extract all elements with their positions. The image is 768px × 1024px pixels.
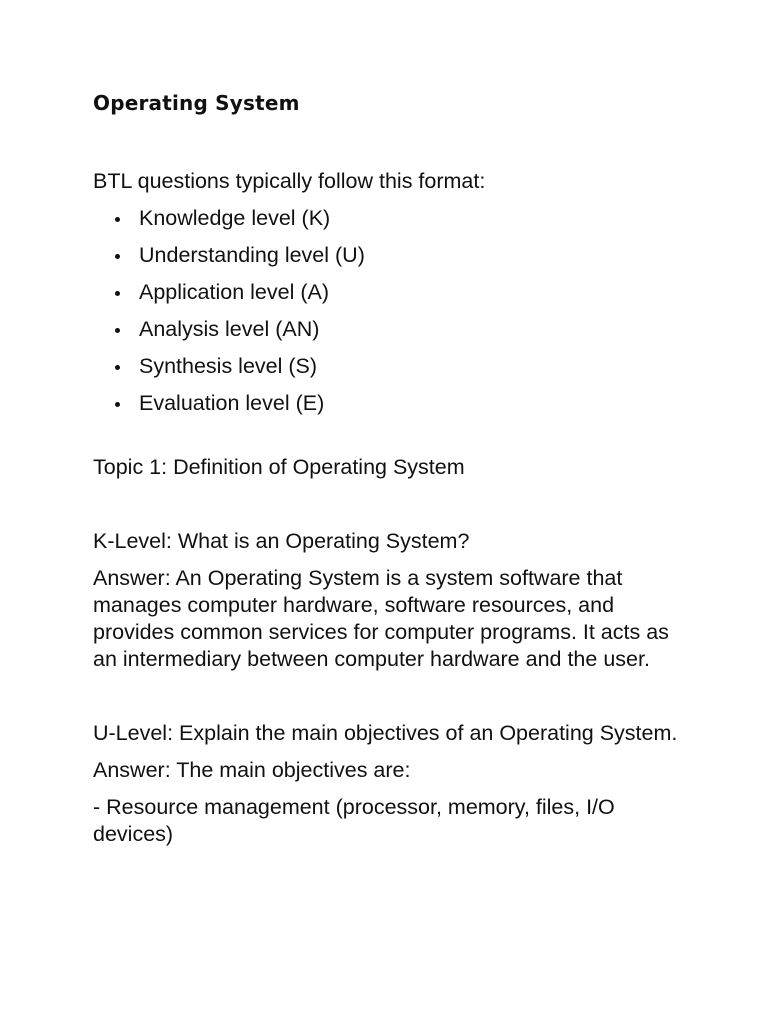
bullet-icon — [115, 254, 120, 259]
list-item — [93, 316, 683, 343]
list-item — [93, 205, 683, 232]
list-item-label: Application level (A) — [139, 280, 330, 304]
topic-heading: Topic 1: Definition of Operating System — [93, 455, 465, 479]
list-item-label: Synthesis level (S) — [139, 354, 318, 378]
bullet-icon — [115, 402, 120, 407]
list-item — [93, 242, 683, 269]
bullet-icon — [115, 328, 120, 333]
u-level-point: - Resource management (processor, memory, files, I/O devices) — [93, 795, 615, 846]
list-item-label: Knowledge level (K) — [139, 206, 331, 230]
list-item — [93, 390, 683, 417]
u-level-answer: Answer: The main objectives are: — [93, 758, 411, 782]
list-item — [93, 353, 683, 380]
list-item — [93, 279, 683, 306]
k-level-answer: Answer: An Operating System is a system software that manages computer hardware, software resources, and provides common services for computer programs. It acts as an intermediary between computer hardware and the user. — [93, 566, 669, 671]
bullet-icon — [115, 291, 120, 296]
k-level-question: K-Level: What is an Operating System? — [93, 529, 470, 553]
list-item-label: Analysis level (AN) — [139, 317, 320, 341]
btl-levels-list — [93, 205, 683, 417]
intro-text: BTL questions typically follow this format: — [93, 169, 486, 193]
u-level-question: U-Level: Explain the main objectives of an Operating System. — [93, 721, 678, 745]
document-title: Operating System — [93, 91, 300, 115]
bullet-icon — [115, 217, 120, 222]
document-page — [93, 88, 683, 848]
list-item-label: Evaluation level (E) — [139, 391, 325, 415]
list-item-label: Understanding level (U) — [139, 243, 365, 267]
bullet-icon — [115, 365, 120, 370]
